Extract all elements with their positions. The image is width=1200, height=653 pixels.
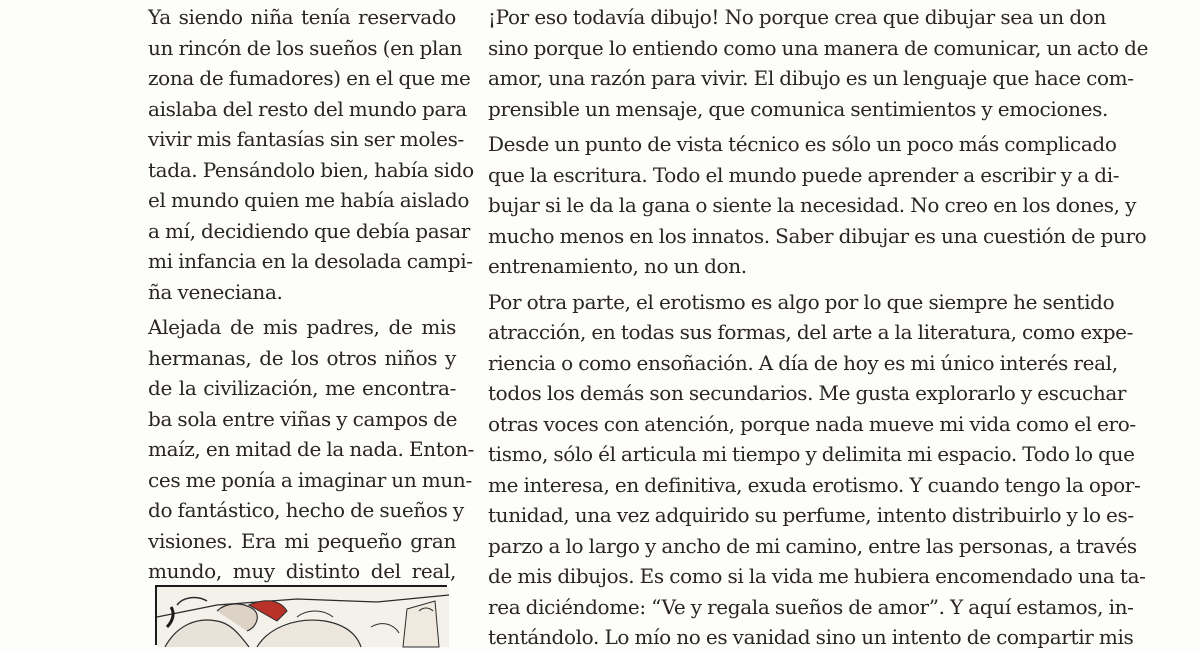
text-line: sino porque lo entiendo como una manera de comunicar, un acto de (488, 35, 1149, 60)
text-line: riencia o como ensoñación. A día de hoy es mi único interés real, (488, 350, 1118, 375)
illustration-panel (155, 585, 447, 645)
erotic-drawing-illustration (157, 587, 449, 647)
text-line: de mis dibujos. Es como si la vida me hubiera encomendado una ta- (488, 564, 1146, 588)
text-line: maíz, en mitad de la nada. Enton- (148, 437, 475, 461)
paragraph (488, 2, 1149, 124)
text-line: bujar si le da la gana o siente la necesidad. No creo en los dones, y (488, 193, 1137, 217)
text-line: visiones. Era mi pequeño gran (148, 528, 456, 553)
text-line: aislaba del resto del mundo para (148, 96, 467, 121)
text-line: mi infancia en la desolada campi- (148, 249, 473, 273)
text-line: prensible un mensaje, que comunica sentimientos y emociones. (488, 96, 1109, 121)
text-line: tismo, sólo él articula mi tiempo y delimita mi espacio. Todo lo que (488, 442, 1135, 466)
text-line: do fantástico, hecho de sueños y (148, 498, 464, 522)
text-line: zona de fumadores) en el que me (148, 66, 471, 90)
text-line: ces me ponía a imaginar un mun- (148, 467, 472, 492)
text-line: atracción, en todas sus formas, del arte a la literatura, como expe- (488, 320, 1134, 344)
text-line: ¡Por eso todavía dibujo! No porque crea que dibujar sea un don (488, 5, 1106, 29)
paragraph (148, 2, 474, 307)
text-line: el mundo quien me había aislado (148, 188, 470, 212)
text-line: otras voces con atención, porque nada mueve mi vida como el ero- (488, 411, 1136, 436)
text-line: parzo a lo largo y ancho de mi camino, entre las personas, a través (488, 533, 1137, 558)
text-line: rea diciéndome: “Ve y regala sueños de amor”. Y aquí estamos, in- (488, 594, 1134, 619)
text-line: hermanas, de los otros niños y (148, 345, 456, 370)
paragraph (488, 287, 1146, 653)
text-line: todos los demás son secundarios. Me gusta explorarlo y escuchar (488, 381, 1127, 405)
paragraph (488, 129, 1147, 282)
text-line: me interesa, en definitiva, exuda erotismo. Y cuando tengo la opor- (488, 472, 1141, 497)
text-line: ña veneciana. (148, 279, 283, 304)
text-line: que la escritura. Todo el mundo puede aprender a escribir y a di- (488, 162, 1120, 187)
text-line: mundo, muy distinto del real, (148, 559, 456, 583)
left-text-column (148, 2, 475, 587)
right-text-column (488, 2, 1149, 653)
text-line: tada. Pensándolo bien, había sido (148, 157, 474, 182)
text-line: a mí, decidiendo que debía pasar (148, 218, 470, 243)
text-line: tunidad, una vez adquirido su perfume, intento distribuirlo y lo es- (488, 503, 1134, 527)
text-line: Por otra parte, el erotismo es algo por lo que siempre he sentido (488, 289, 1115, 314)
text-line: vivir mis fantasías sin ser moles- (148, 127, 464, 151)
text-line: Alejada de mis padres, de mis (148, 315, 456, 339)
text-line: Desde un punto de vista técnico es sólo un poco más complicado (488, 132, 1117, 156)
text-line: un rincón de los sueños (en plan (148, 35, 463, 60)
text-line: Ya siendo niña tenía reservado (148, 5, 456, 29)
text-line: entrenamiento, no un don. (488, 254, 747, 278)
text-line: mucho menos en los innatos. Saber dibujar es una cuestión de puro (488, 223, 1147, 248)
text-line: tentándolo. Lo mío no es vanidad sino un intento de compartir mis (488, 625, 1134, 649)
text-line: ba sola entre viñas y campos de (148, 406, 458, 431)
text-line: de la civilización, me encontra- (148, 376, 456, 400)
paragraph (148, 312, 475, 587)
text-line: amor, una razón para vivir. El dibujo es un lenguaje que hace com- (488, 66, 1134, 90)
